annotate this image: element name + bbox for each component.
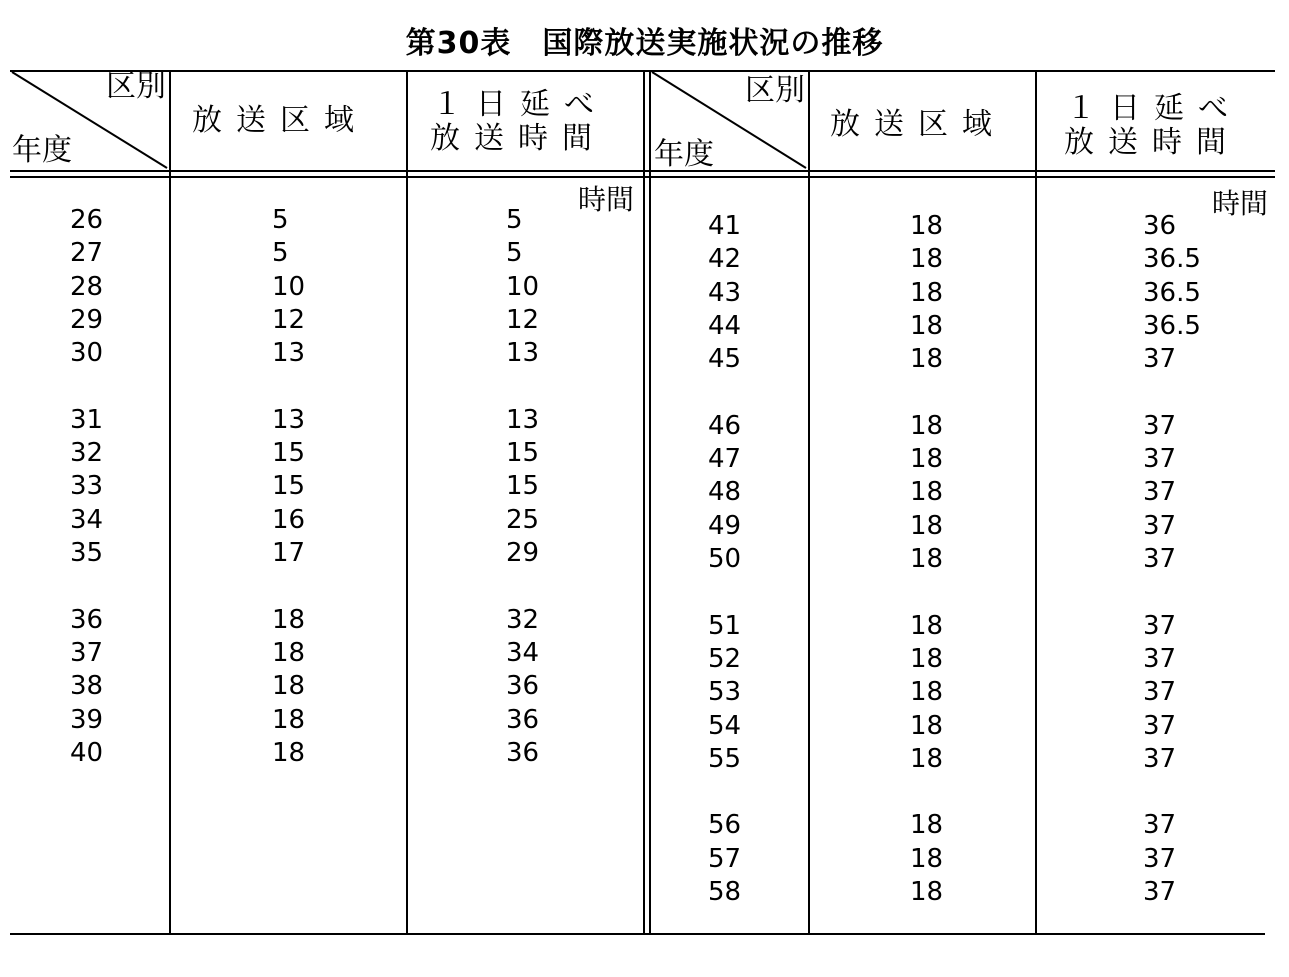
unit-hours-right: 時間: [1212, 187, 1269, 220]
area-cell: 18: [272, 737, 306, 768]
area-cell: 18: [910, 444, 944, 475]
corner-top-left: 区別: [106, 69, 166, 104]
hours-cell: 36: [506, 671, 540, 702]
year-cell: 32: [70, 438, 104, 469]
area-cell: 12: [272, 304, 306, 335]
hours-cell: 5: [506, 238, 523, 269]
hours-cell: 36: [506, 704, 540, 735]
hours-cell: 15: [506, 438, 540, 469]
area-cell: 18: [910, 410, 944, 441]
corner-bottom-left: 年度: [12, 133, 72, 168]
area-cell: 13: [272, 404, 306, 435]
year-cell: 53: [708, 677, 742, 708]
area-cell: 18: [910, 310, 944, 341]
area-cell: 18: [910, 244, 944, 275]
hours-cell: 37: [1143, 677, 1177, 708]
area-cell: 5: [272, 205, 289, 235]
area-cell: 18: [910, 344, 944, 375]
year-cell: 38: [70, 671, 104, 702]
area-cell: 18: [910, 810, 944, 841]
year-cell: 43: [708, 277, 742, 308]
area-cell: 5: [272, 238, 289, 269]
hours-cell: 36.5: [1143, 310, 1201, 341]
year-cell: 30: [70, 338, 104, 369]
year-cell: 50: [708, 544, 742, 574]
hours-cell: 37: [1143, 410, 1177, 441]
year-cell: 55: [708, 743, 742, 774]
hours-cell: 37: [1143, 710, 1177, 741]
hours-cell: 37: [1143, 610, 1177, 641]
year-cell: 40: [70, 737, 104, 768]
hours-cell: 37: [1143, 810, 1177, 841]
area-cell: 18: [910, 877, 944, 907]
year-cell: 58: [708, 877, 742, 907]
area-cell: 13: [272, 338, 306, 369]
year-cell: 51: [708, 610, 742, 641]
hours-cell: 15: [506, 471, 540, 502]
area-cell: 18: [910, 710, 944, 741]
area-cell: 18: [272, 637, 306, 668]
year-cell: 36: [70, 604, 104, 635]
year-cell: 27: [70, 238, 104, 269]
hours-cell: 37: [1143, 743, 1177, 774]
col-hours-header-right-2: 放送時間: [1064, 125, 1240, 160]
col-area-header-left: 放送区域: [192, 103, 368, 138]
area-cell: 16: [272, 504, 306, 535]
hours-cell: 37: [1143, 843, 1177, 874]
area-cell: 18: [910, 510, 944, 541]
hours-cell: 13: [506, 338, 540, 369]
year-cell: 46: [708, 410, 742, 441]
col-area-header-right: 放送区域: [830, 107, 1006, 142]
corner-bottom-right: 年度: [654, 137, 714, 172]
year-cell: 29: [70, 304, 104, 335]
hours-cell: 34: [506, 637, 540, 668]
year-cell: 57: [708, 843, 742, 874]
hours-cell: 37: [1143, 477, 1177, 508]
hours-cell: 12: [506, 304, 540, 335]
area-cell: 18: [910, 643, 944, 674]
table-title: 第30表 国際放送実施状況の推移: [405, 26, 884, 61]
area-cell: 10: [272, 271, 306, 302]
year-cell: 45: [708, 344, 742, 375]
area-cell: 18: [272, 671, 306, 702]
hours-cell: 37: [1143, 877, 1177, 907]
year-cell: 28: [70, 271, 104, 302]
col-hours-header-right-1: １日延べ: [1066, 91, 1242, 126]
area-cell: 18: [910, 843, 944, 874]
year-cell: 56: [708, 810, 742, 841]
area-cell: 18: [272, 604, 306, 635]
unit-hours-left: 時間: [578, 183, 635, 216]
col-hours-header-left-2: 放送時間: [430, 121, 606, 156]
area-cell: 18: [910, 477, 944, 508]
hours-cell: 32: [506, 604, 540, 635]
area-cell: 15: [272, 471, 306, 502]
year-cell: 33: [70, 471, 104, 502]
year-cell: 54: [708, 710, 742, 741]
area-cell: 15: [272, 438, 306, 469]
year-cell: 35: [70, 538, 104, 568]
area-cell: 18: [910, 211, 944, 241]
hours-cell: 37: [1143, 444, 1177, 475]
year-cell: 26: [70, 205, 104, 235]
hours-cell: 13: [506, 404, 540, 435]
hours-cell: 10: [506, 271, 540, 302]
area-cell: 18: [910, 677, 944, 708]
year-cell: 42: [708, 244, 742, 275]
hours-cell: 36.5: [1143, 244, 1201, 275]
hours-cell: 37: [1143, 510, 1177, 541]
year-cell: 31: [70, 404, 104, 435]
year-cell: 39: [70, 704, 104, 735]
year-cell: 52: [708, 643, 742, 674]
area-cell: 18: [910, 544, 944, 574]
hours-cell: 29: [506, 538, 540, 568]
hours-cell: 37: [1143, 643, 1177, 674]
area-cell: 18: [910, 277, 944, 308]
corner-top-right: 区別: [745, 73, 805, 108]
hours-cell: 36: [1143, 211, 1177, 241]
year-cell: 41: [708, 211, 742, 241]
hours-cell: 37: [1143, 344, 1177, 375]
hours-cell: 25: [506, 504, 540, 535]
year-cell: 34: [70, 504, 104, 535]
hours-cell: 5: [506, 205, 523, 235]
year-cell: 37: [70, 637, 104, 668]
year-cell: 48: [708, 477, 742, 508]
hours-cell: 36: [506, 737, 540, 768]
year-cell: 49: [708, 510, 742, 541]
hours-cell: 37: [1143, 544, 1177, 574]
area-cell: 18: [910, 610, 944, 641]
col-hours-header-left-1: １日延べ: [432, 87, 608, 122]
area-cell: 17: [272, 538, 306, 568]
area-cell: 18: [910, 743, 944, 774]
year-cell: 47: [708, 444, 742, 475]
area-cell: 18: [272, 704, 306, 735]
hours-cell: 36.5: [1143, 277, 1201, 308]
year-cell: 44: [708, 310, 742, 341]
